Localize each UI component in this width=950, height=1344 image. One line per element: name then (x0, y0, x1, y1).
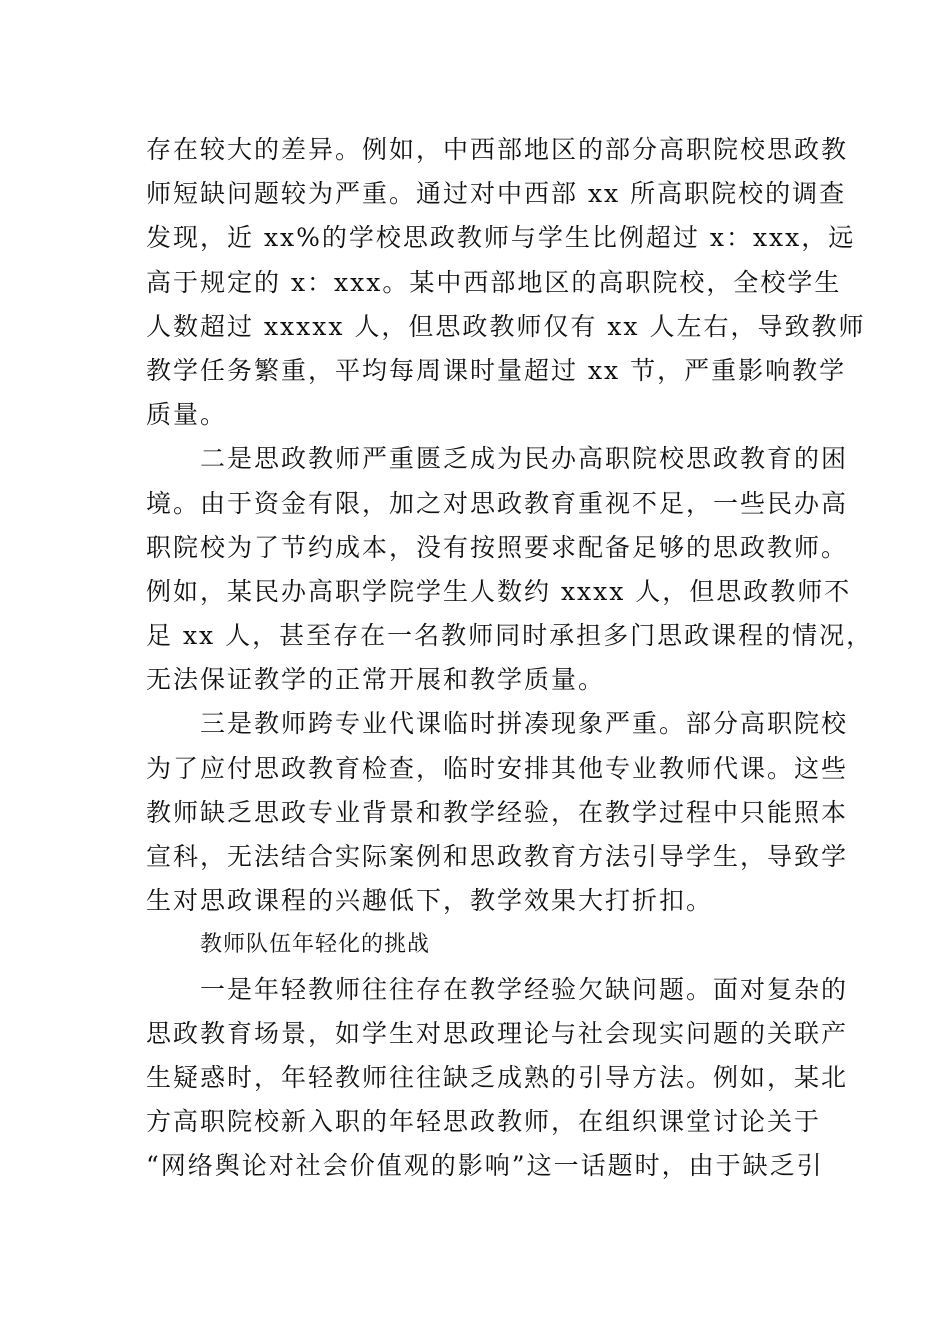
section-heading: 教师队伍年轻化的挑战 (200, 932, 431, 958)
text-line: 人数超过 xxxxx 人，但思政教师仅有 xx 人左右，导致教师 (146, 311, 866, 341)
text-line: 生疑惑时，年轻教师往往缺乏成熟的引导方法。例如，某北 (146, 1062, 849, 1092)
text-line: 方高职院校新入职的年轻思政教师，在组织课堂讨论关于 (146, 1107, 822, 1137)
text-line: 发现，近 xx%的学校思政教师与学生比例超过 x：xxx，远 (146, 223, 856, 253)
paragraph-start-line: 三是教师跨专业代课临时拼凑现象严重。部分高职院校 (200, 709, 849, 739)
text-line: 存在较大的差异。例如，中西部地区的部分高职院校思政教 (146, 135, 849, 164)
paragraph-start-line: 二是思政教师严重匮乏成为民办高职院校思政教育的困 (200, 444, 849, 474)
paragraph-start-line: 一是年轻教师往往存在教学经验欠缺问题。面对复杂的 (200, 974, 849, 1004)
text-line: 思政教育场景，如学生对思政理论与社会现实问题的关联产 (146, 1018, 849, 1048)
text-line: 教师缺乏思政专业背景和教学经验，在教学过程中只能照本 (146, 797, 849, 827)
text-line: 职院校为了节约成本，没有按照要求配备足够的思政教师。 (146, 532, 849, 562)
text-line: 高于规定的 x：xxx。某中西部地区的高职院校，全校学生 (146, 267, 842, 297)
text-line: 为了应付思政教育检查，临时安排其他专业教师代课。这些 (146, 753, 849, 783)
text-line: 教学任务繁重，平均每周课时量超过 xx 节，严重影响教学 (146, 355, 847, 385)
text-line: 宣科，无法结合实际案例和思政教育方法引导学生，导致学 (146, 842, 849, 871)
text-line: 境。由于资金有限，加之对思政教育重视不足，一些民办高 (146, 488, 849, 518)
text-line: “网络舆论对社会价值观的影响”这一话题时，由于缺乏引 (146, 1151, 824, 1181)
text-line: 例如，某民办高职学院学生人数约 xxxx 人，但思政教师不 (146, 576, 852, 606)
text-line: 足 xx 人，甚至存在一名教师同时承担多门思政课程的情况， (146, 621, 874, 651)
text-line: 师短缺问题较为严重。通过对中西部 xx 所高职院校的调查 (146, 179, 847, 209)
text-line: 质量。 (146, 400, 228, 430)
text-line: 无法保证教学的正常开展和教学质量。 (146, 665, 606, 695)
document-body (146, 128, 874, 1189)
text-line: 生对思政课程的兴趣低下，教学效果大打折扣。 (146, 886, 714, 916)
